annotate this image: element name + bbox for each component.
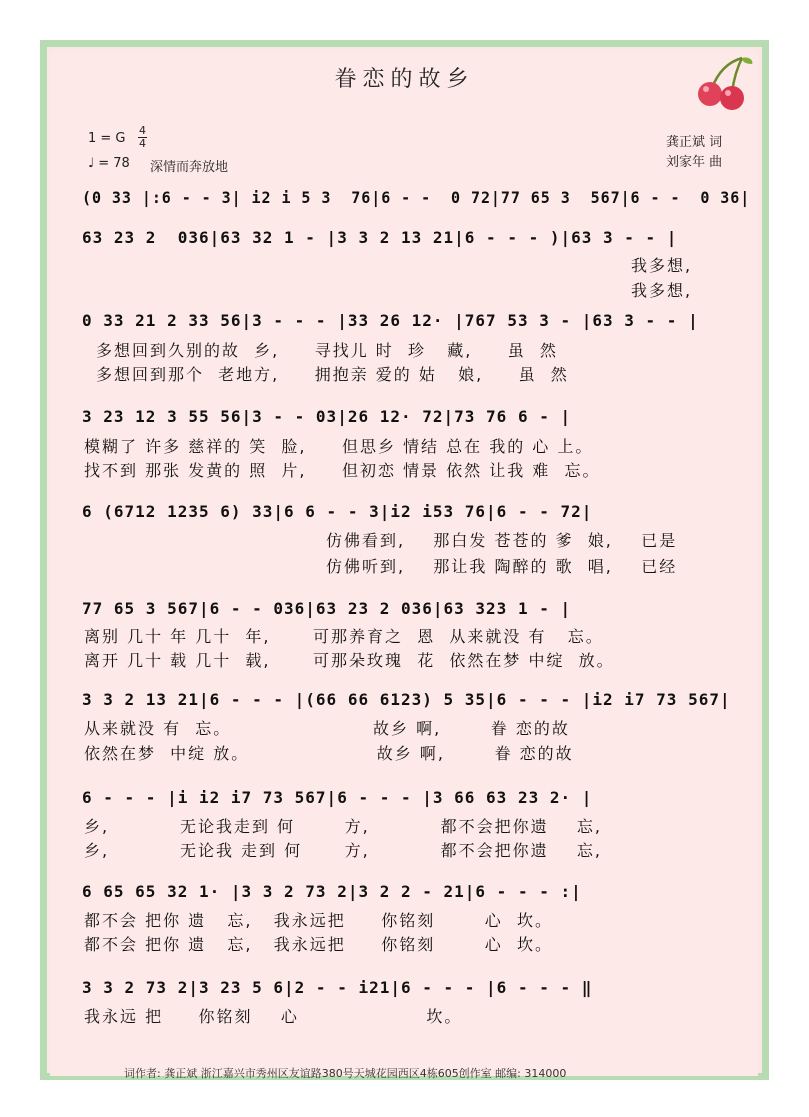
expression-mark: 深情而奔放地 — [150, 160, 229, 175]
cherry-icon — [692, 54, 756, 114]
music-line-3: 0 33 21 2 33 56|3 - - - |33 26 12· |767 53 3 - |63 3 - - | — [82, 311, 699, 330]
music-line-6: 77 65 3 567|6 - - 036|63 23 2 036|63 323 1 - | — [82, 599, 572, 618]
lyric-line-3-verse-2: 多想回到那个 老地方, 拥抱亲 爱的 姑 娘, 虽 然 — [96, 365, 569, 384]
lyric-line-5-verse-2: 仿佛听到, 那让我 陶醉的 歌 唱, 已经 — [326, 557, 678, 576]
music-line-1: (0 33 |:6 - - 3| i2 i 5 3 76|6 - - 0 72|77 65 3 567|6 - - 0 36| — [82, 188, 751, 207]
lyric-line-4-verse-2: 找不到 那张 发黄的 照 片, 但初恋 情景 依然 让我 难 忘。 — [84, 461, 601, 480]
lyric-line-3-verse-1: 多想回到久别的故 乡, 寻找儿 时 珍 藏, 虽 然 — [96, 341, 558, 360]
lyricist-credit: 龚正斌 词 — [666, 135, 723, 150]
time-signature-top: 4 — [139, 124, 146, 137]
lyric-line-9-verse-1: 都不会 把你 遗 忘, 我永远把 你铭刻 心 坎。 — [84, 911, 553, 930]
song-title: 眷恋的故乡 — [334, 67, 475, 92]
music-line-4: 3 23 12 3 55 56|3 - - 03|26 12· 72|73 76 6 - | — [82, 407, 572, 426]
footer-note: 词作者: 龚正斌 浙江嘉兴市秀州区友谊路380号天城花园西区4栋605创作室 邮编: 314000 — [124, 1067, 567, 1080]
lyric-line-2-verse-1: 我多想, — [631, 256, 693, 275]
lyric-line-10-verse-1: 我永远 把 你铭刻 心 坎。 — [84, 1007, 463, 1026]
music-line-2: 63 23 2 036|63 32 1 - |3 3 2 13 21|6 - - - )|63 3 - - | — [82, 228, 678, 247]
music-line-10: 3 3 2 73 2|3 23 5 6|2 - - i21|6 - - - |6 - - - ‖ — [82, 978, 593, 997]
tempo-mark: ♩ = 78 — [88, 156, 130, 171]
composer-credit: 刘家年 曲 — [666, 155, 723, 170]
music-line-5: 6 (6712 1235 6) 33|6 6 - - 3|i2 i53 76|6 - - 72| — [82, 502, 593, 521]
key-signature: 1 = G — [88, 131, 126, 146]
music-line-7: 3 3 2 13 21|6 - - - |(66 66 6123) 5 35|6 - - - |i2 i7 73 567| — [82, 690, 731, 709]
lyric-line-8-verse-1: 乡, 无论我走到 何 方, 都不会把你遗 忘, — [84, 817, 603, 836]
lyric-line-6-verse-1: 离别 几十 年 几十 年, 可那养育之 恩 从来就没 有 忘。 — [84, 627, 604, 646]
lyric-line-4-verse-1: 模糊了 许多 慈祥的 笑 脸, 但思乡 情结 总在 我的 心 上。 — [84, 437, 594, 456]
lyric-line-7-verse-2: 依然在梦 中绽 放。 故乡 啊, 眷 恋的故 — [84, 744, 574, 763]
music-line-9: 6 65 65 32 1· |3 3 2 73 2|3 2 2 - 21|6 - - - :| — [82, 882, 582, 901]
lyric-line-5-verse-1: 仿佛看到, 那白发 苍苍的 爹 娘, 已是 — [326, 531, 678, 550]
lyric-line-7-verse-1: 从来就没 有 忘。 故乡 啊, 眷 恋的故 — [84, 719, 570, 738]
lyric-line-8-verse-2: 乡, 无论我 走到 何 方, 都不会把你遗 忘, — [84, 841, 603, 860]
lyric-line-6-verse-2: 离开 几十 载 几十 载, 可那朵玫瑰 花 依然在梦 中绽 放。 — [84, 651, 615, 670]
lyric-line-9-verse-2: 都不会 把你 遗 忘, 我永远把 你铭刻 心 坎。 — [84, 935, 553, 954]
lyric-line-2-verse-2: 我多想, — [631, 281, 693, 300]
time-signature-bottom: 4 — [139, 137, 146, 150]
music-line-8: 6 - - - |i i2 i7 73 567|6 - - - |3 66 63 23 2· | — [82, 788, 593, 807]
time-signature — [138, 125, 147, 150]
